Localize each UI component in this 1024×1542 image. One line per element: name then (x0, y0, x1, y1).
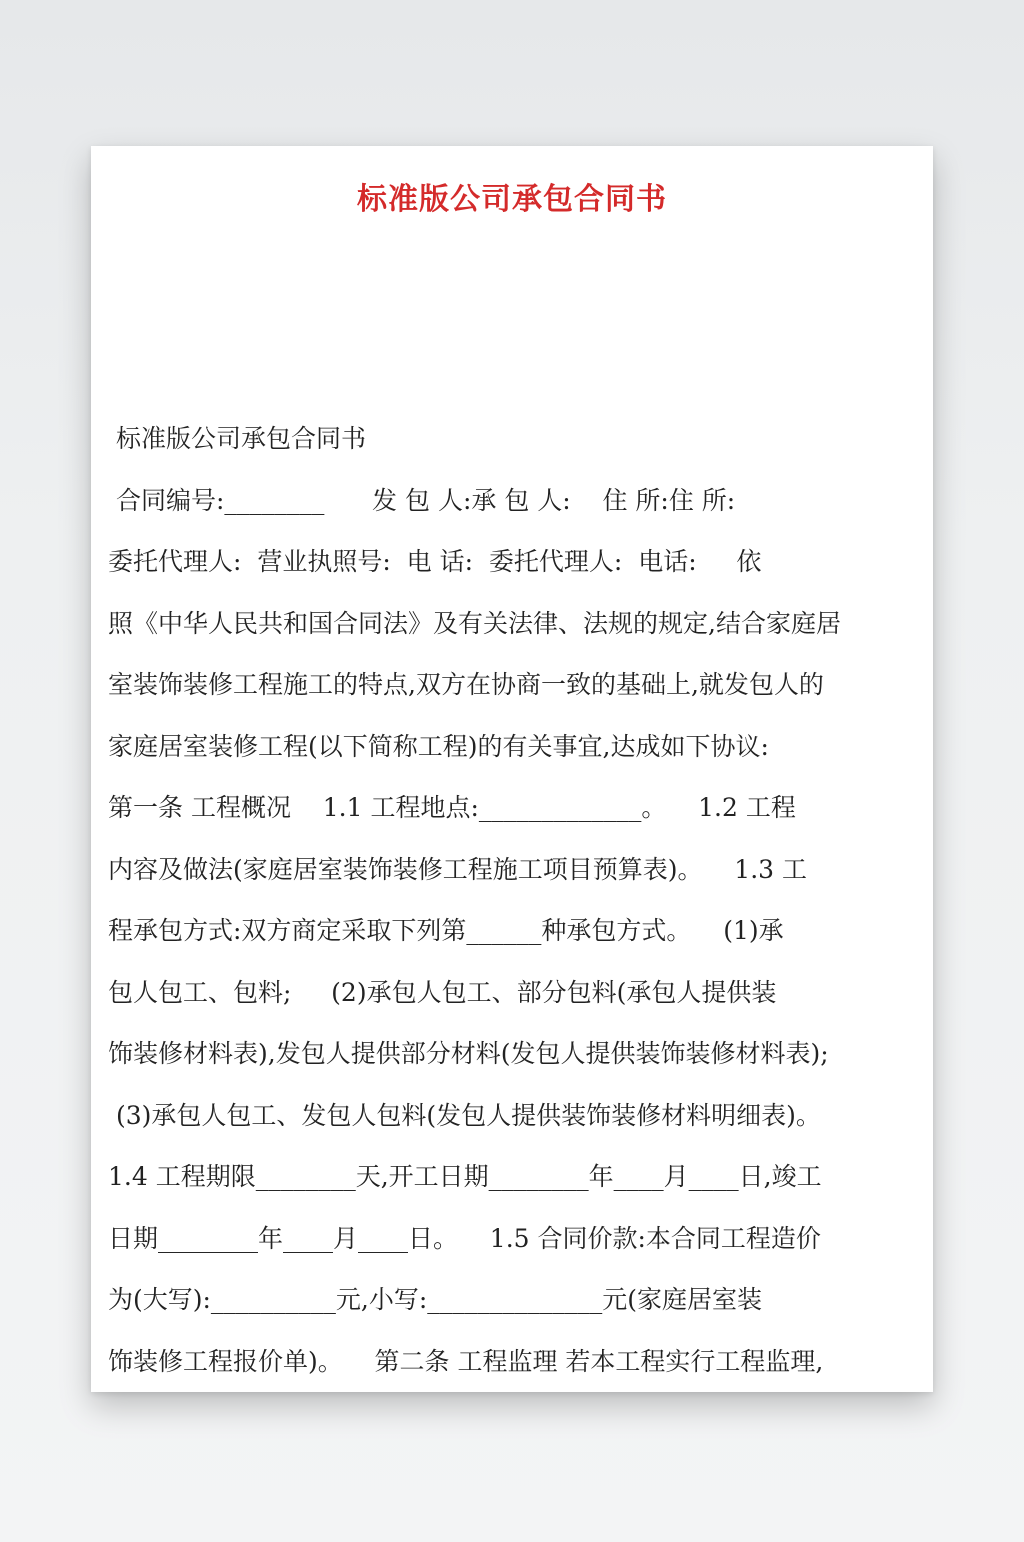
body-line: 日期________年____月____日。 1.5 合同价款:本合同工程造价 (108, 1223, 821, 1253)
body-line: 内容及做法(家庭居室装饰装修工程施工项目预算表)。 1.3 工 (108, 854, 808, 884)
document-page (91, 146, 933, 1392)
body-line: 委托代理人: 营业执照号: 电 话: 委托代理人: 电话: 依 (108, 547, 762, 576)
body-line: 标准版公司承包合同书 (108, 424, 366, 453)
document-body (108, 408, 918, 1392)
body-line: 合同编号:________ 发 包 人:承 包 人: 住 所:住 所: (108, 485, 736, 515)
body-line: 饰装修工程报价单)。 第二条 工程监理 若本工程实行工程监理, (108, 1346, 824, 1376)
body-line: 家庭居室装修工程(以下简称工程)的有关事宜,达成如下协议: (108, 731, 769, 761)
body-line: 包人包工、包料; (2)承包人包工、部分包料(承包人提供装 (108, 977, 777, 1007)
body-line: 第一条 工程概况 1.1 工程地点:_____________。 1.2 工程 (108, 793, 796, 822)
body-line: (3)承包人包工、发包人包料(发包人提供装饰装修材料明细表)。 (108, 1100, 821, 1130)
body-line: 1.4 工程期限________天,开工日期________年____月____日,竣工 (108, 1162, 822, 1191)
body-line: 照《中华人民共和国合同法》及有关法律、法规的规定,结合家庭居 (108, 608, 841, 638)
body-line: 为(大写):__________元,小写:______________元(家庭居室装 (108, 1285, 763, 1314)
document-title: 标准版公司承包合同书 (357, 182, 667, 217)
body-line: 室装饰装修工程施工的特点,双方在协商一致的基础上,就发包人的 (108, 670, 824, 699)
body-line: 饰装修材料表),发包人提供部分材料(发包人提供装饰装修材料表); (108, 1039, 829, 1068)
body-line: 程承包方式:双方商定采取下列第______种承包方式。 (1)承 (108, 916, 784, 945)
